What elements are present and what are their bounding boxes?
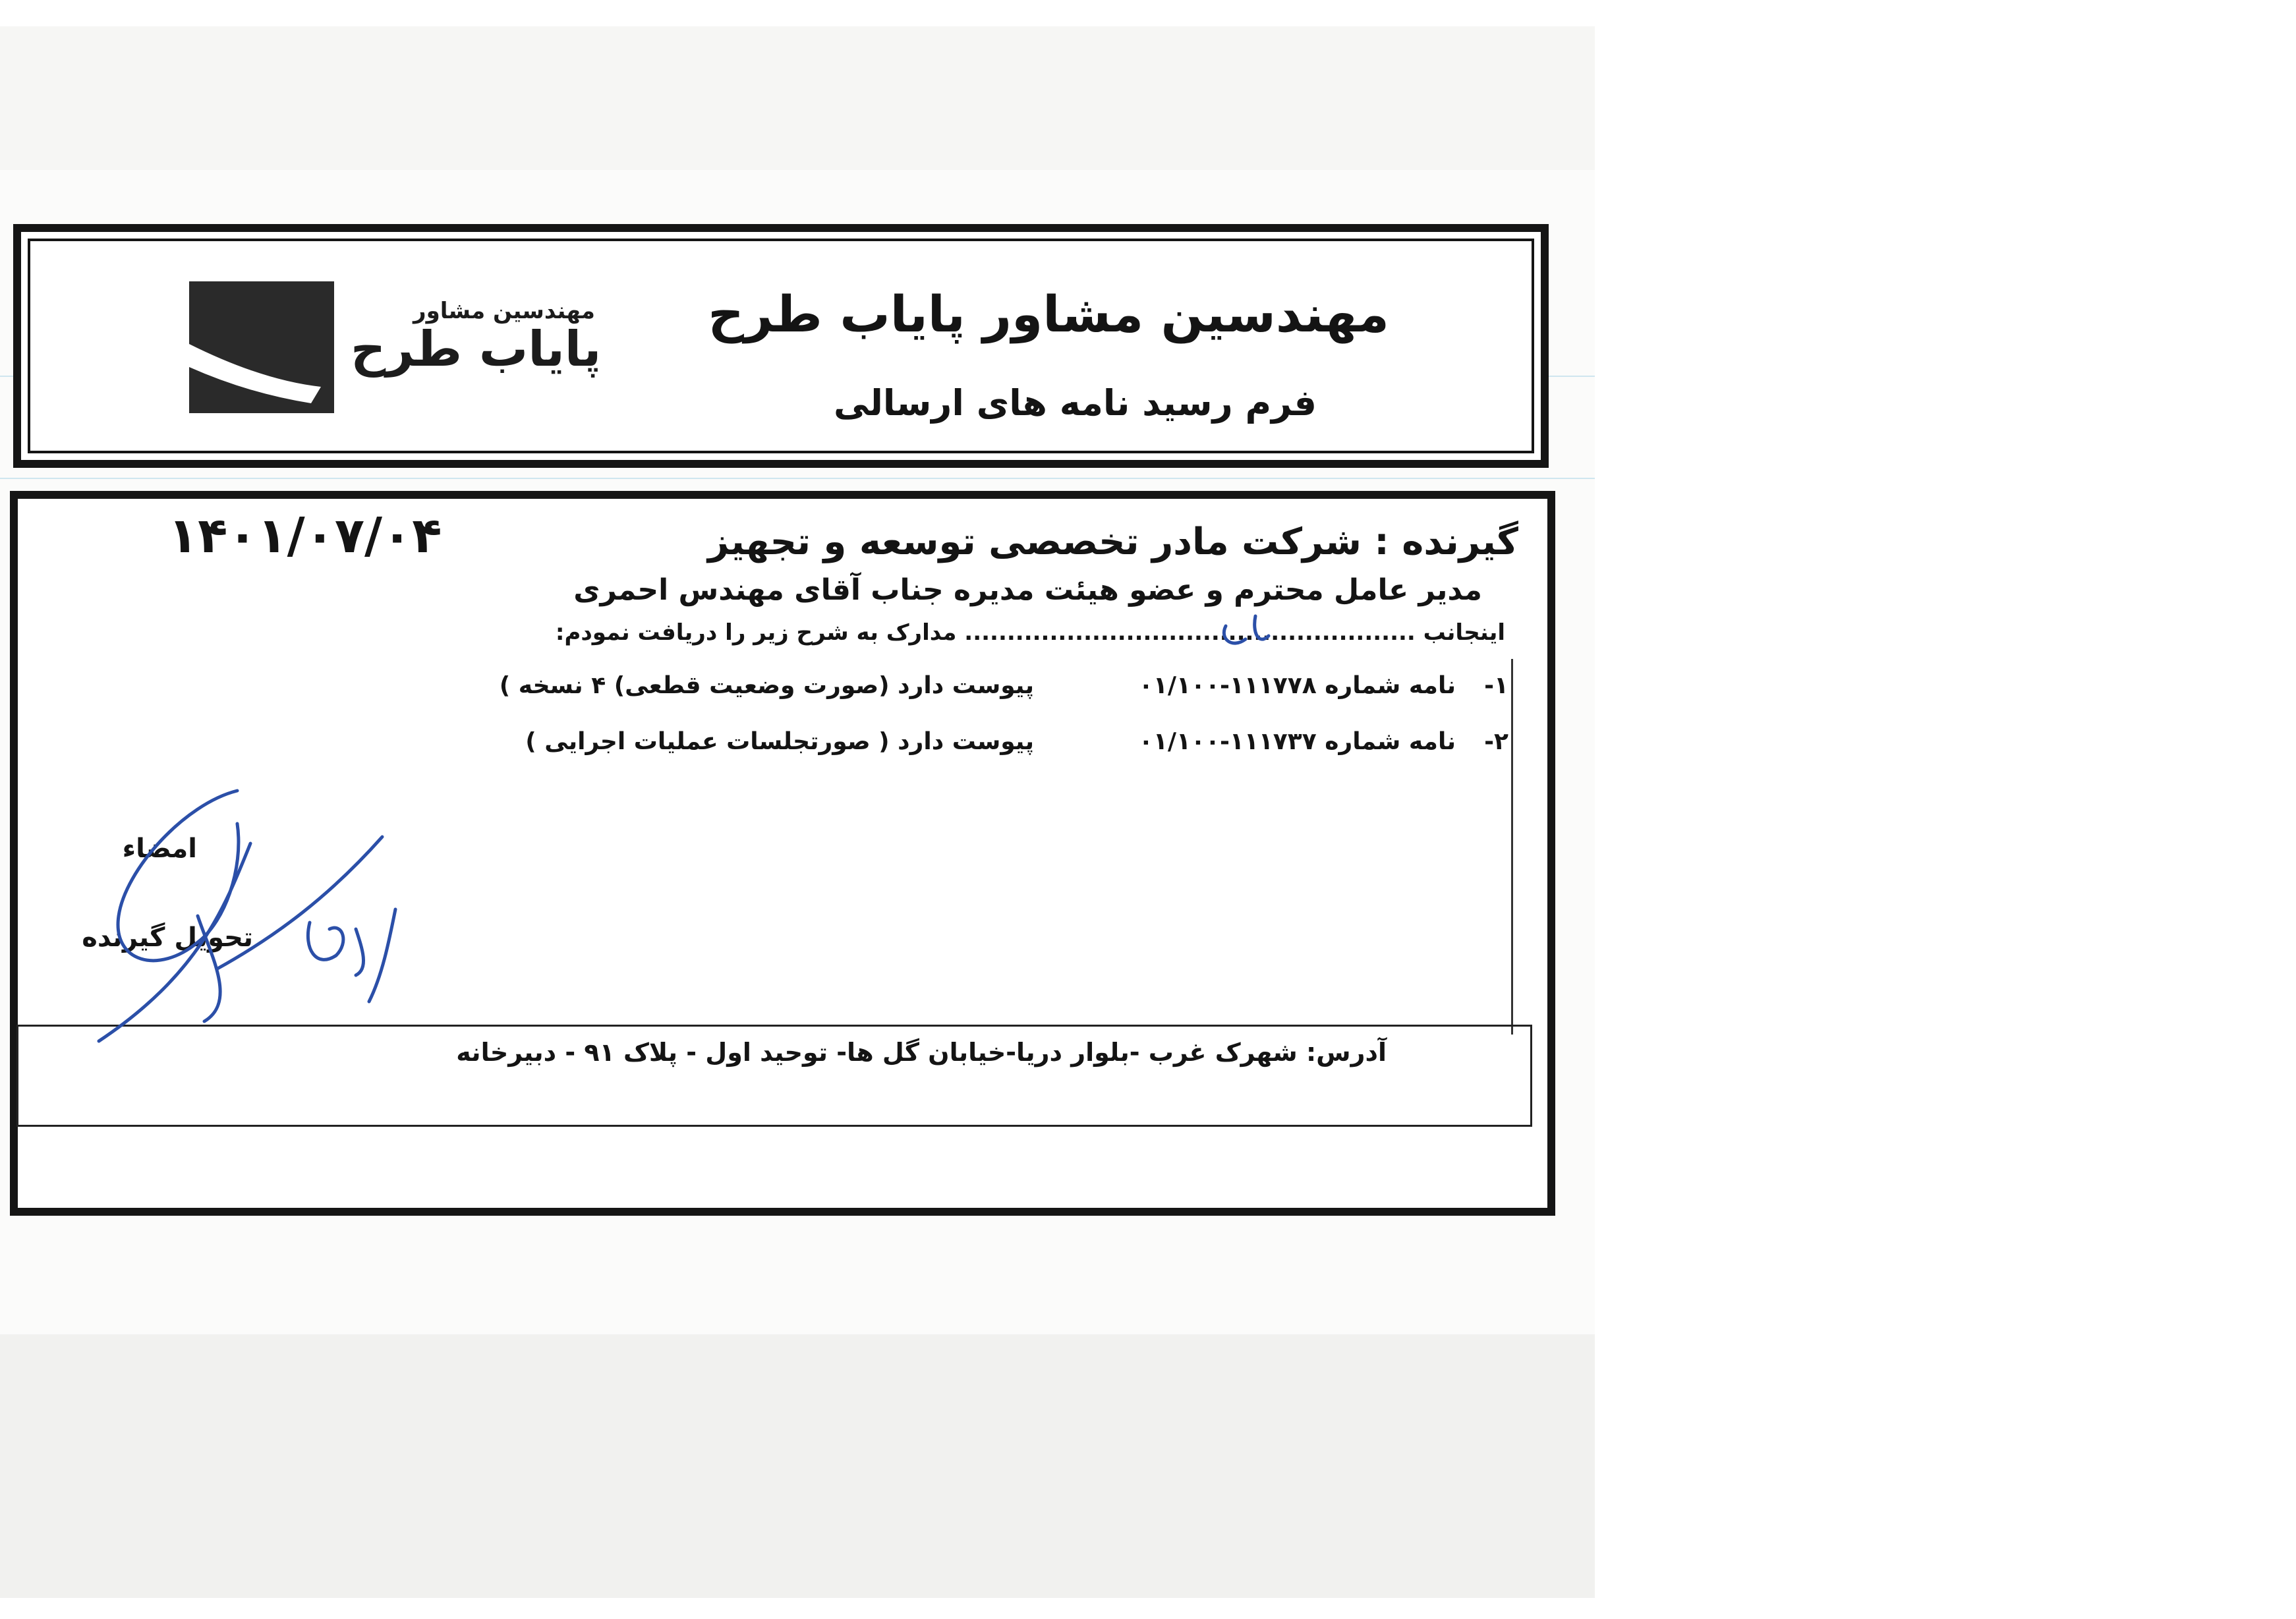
item-letter-number: نامه شماره ۱۱۱۷۳۷-۰۱/۱۰۰ [1138, 728, 1456, 755]
item-attachment: پیوست دارد ( صورتجلسات عملیات اجرایی ) [525, 728, 1034, 755]
date: ۱۴۰۱/۰۷/۰۴ [168, 507, 442, 564]
signature-label: امضاء [122, 834, 197, 864]
recipient: گیرنده : شرکت مادر تخصصی توسعه و تجهیز [707, 521, 1518, 563]
receiver-label: تحویل گیرنده [82, 923, 253, 953]
acknowledgement-line: اینجانب ..................................................... مدارک به شرح زیر را دریافت نمودم: [555, 619, 1505, 646]
item-number: ۱- [1484, 672, 1508, 699]
address: آدرس: شهرک غرب -بلوار دریا-خیابان گل ها- توحید اول - پلاک ۹۱ - دبیرخانه [456, 1038, 1387, 1067]
recipient-title: مدیر عامل محترم و عضو هیئت مدیره جناب آقای مهندس احمری [573, 573, 1482, 607]
item-attachment: پیوست دارد (صورت وضعیت قطعی) ۴ نسخه ) [499, 672, 1034, 699]
item-letter-number: نامه شماره ۱۱۱۷۷۸-۰۱/۱۰۰ [1138, 672, 1456, 699]
logo-subtitle: مهندسین مشاور [413, 298, 595, 324]
item-number: ۲- [1484, 728, 1508, 755]
logo-name: پایاب طرح [351, 321, 602, 378]
company-title: مهندسین مشاور پایاب طرح [708, 285, 1389, 343]
form-title: فرم رسید نامه های ارسالی [834, 382, 1317, 424]
